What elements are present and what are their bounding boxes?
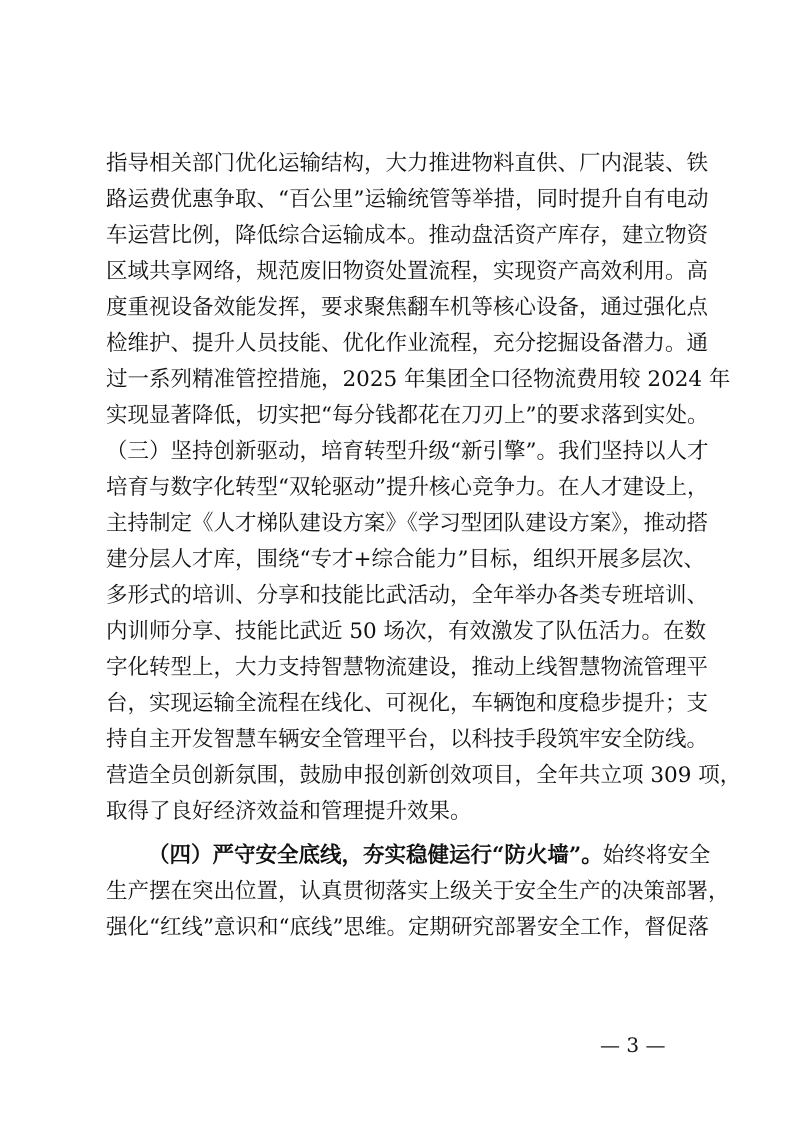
body-text-line: 台，实现运输全流程在线化、可视化，车辆饱和度稳步提升；支: [106, 691, 709, 716]
body-text-line: 实现显著降低，切实把“每分钱都花在刀刃上”的要求落到实处。: [106, 403, 709, 428]
section-heading: （四）严守安全底线，夯实稳健运行“防火墙”。: [148, 843, 603, 868]
body-text-line: 过一系列精准管控措施，2025 年集团全口径物流费用较 2024 年: [106, 367, 731, 392]
body-text-line: 内训师分享、技能比武近 50 场次，有效激发了队伍活力。在数: [106, 619, 707, 644]
body-text-line: 生产摆在突出位置，认真贯彻落实上级关于安全生产的决策部署，: [106, 879, 730, 904]
body-text-line: 多形式的培训、分享和技能比武活动，全年举办各类专班培训、: [106, 583, 709, 608]
body-text-run: 始终将安全: [602, 843, 711, 868]
body-text-line: 持自主开发智慧车辆安全管理平台，以科技手段筑牢安全防线。: [106, 727, 709, 752]
body-text-line: 路运费优惠争取、“百公里”运输统管等举措，同时提升自有电动: [106, 187, 709, 212]
body-text-line: 字化转型上，大力支持智慧物流建设，推动上线智慧物流管理平: [106, 655, 709, 680]
body-text-line: 取得了良好经济效益和管理提升效果。: [106, 799, 472, 824]
body-text-line: 度重视设备效能发挥，要求聚焦翻车机等核心设备，通过强化点: [106, 295, 709, 320]
body-text-line: 建分层人才库，围绕“专才+综合能力”目标，组织开展多层次、: [106, 547, 706, 572]
body-text-line: 培育与数字化转型“双轮驱动”提升核心竞争力。在人才建设上，: [106, 475, 709, 500]
body-text-line: 主持制定《人才梯队建设方案》《学习型团队建设方案》，推动搭: [106, 511, 709, 536]
body-text-line: 强化“红线”意识和“底线”思维。定期研究部署安全工作，督促落: [106, 915, 709, 940]
body-text-line: 区域共享网络，规范废旧物资处置流程，实现资产高效利用。高: [106, 259, 709, 284]
page-number: — 3 —: [600, 1033, 666, 1057]
body-text-line: 检维护、提升人员技能、优化作业流程，充分挖掘设备潜力。通: [106, 331, 709, 356]
body-text-line: （三）坚持创新驱动，培育转型升级“新引擎”。我们坚持以人才: [106, 439, 709, 464]
section-four-first-line: [148, 838, 711, 874]
body-text-line: 营造全员创新氛围，鼓励申报创新创效项目，全年共立项 309 项，: [106, 763, 742, 788]
body-text-line: 车运营比例，降低综合运输成本。推动盘活资产库存，建立物资: [106, 223, 709, 248]
body-text-line: 指导相关部门优化运输结构，大力推进物料直供、厂内混装、铁: [106, 151, 709, 176]
